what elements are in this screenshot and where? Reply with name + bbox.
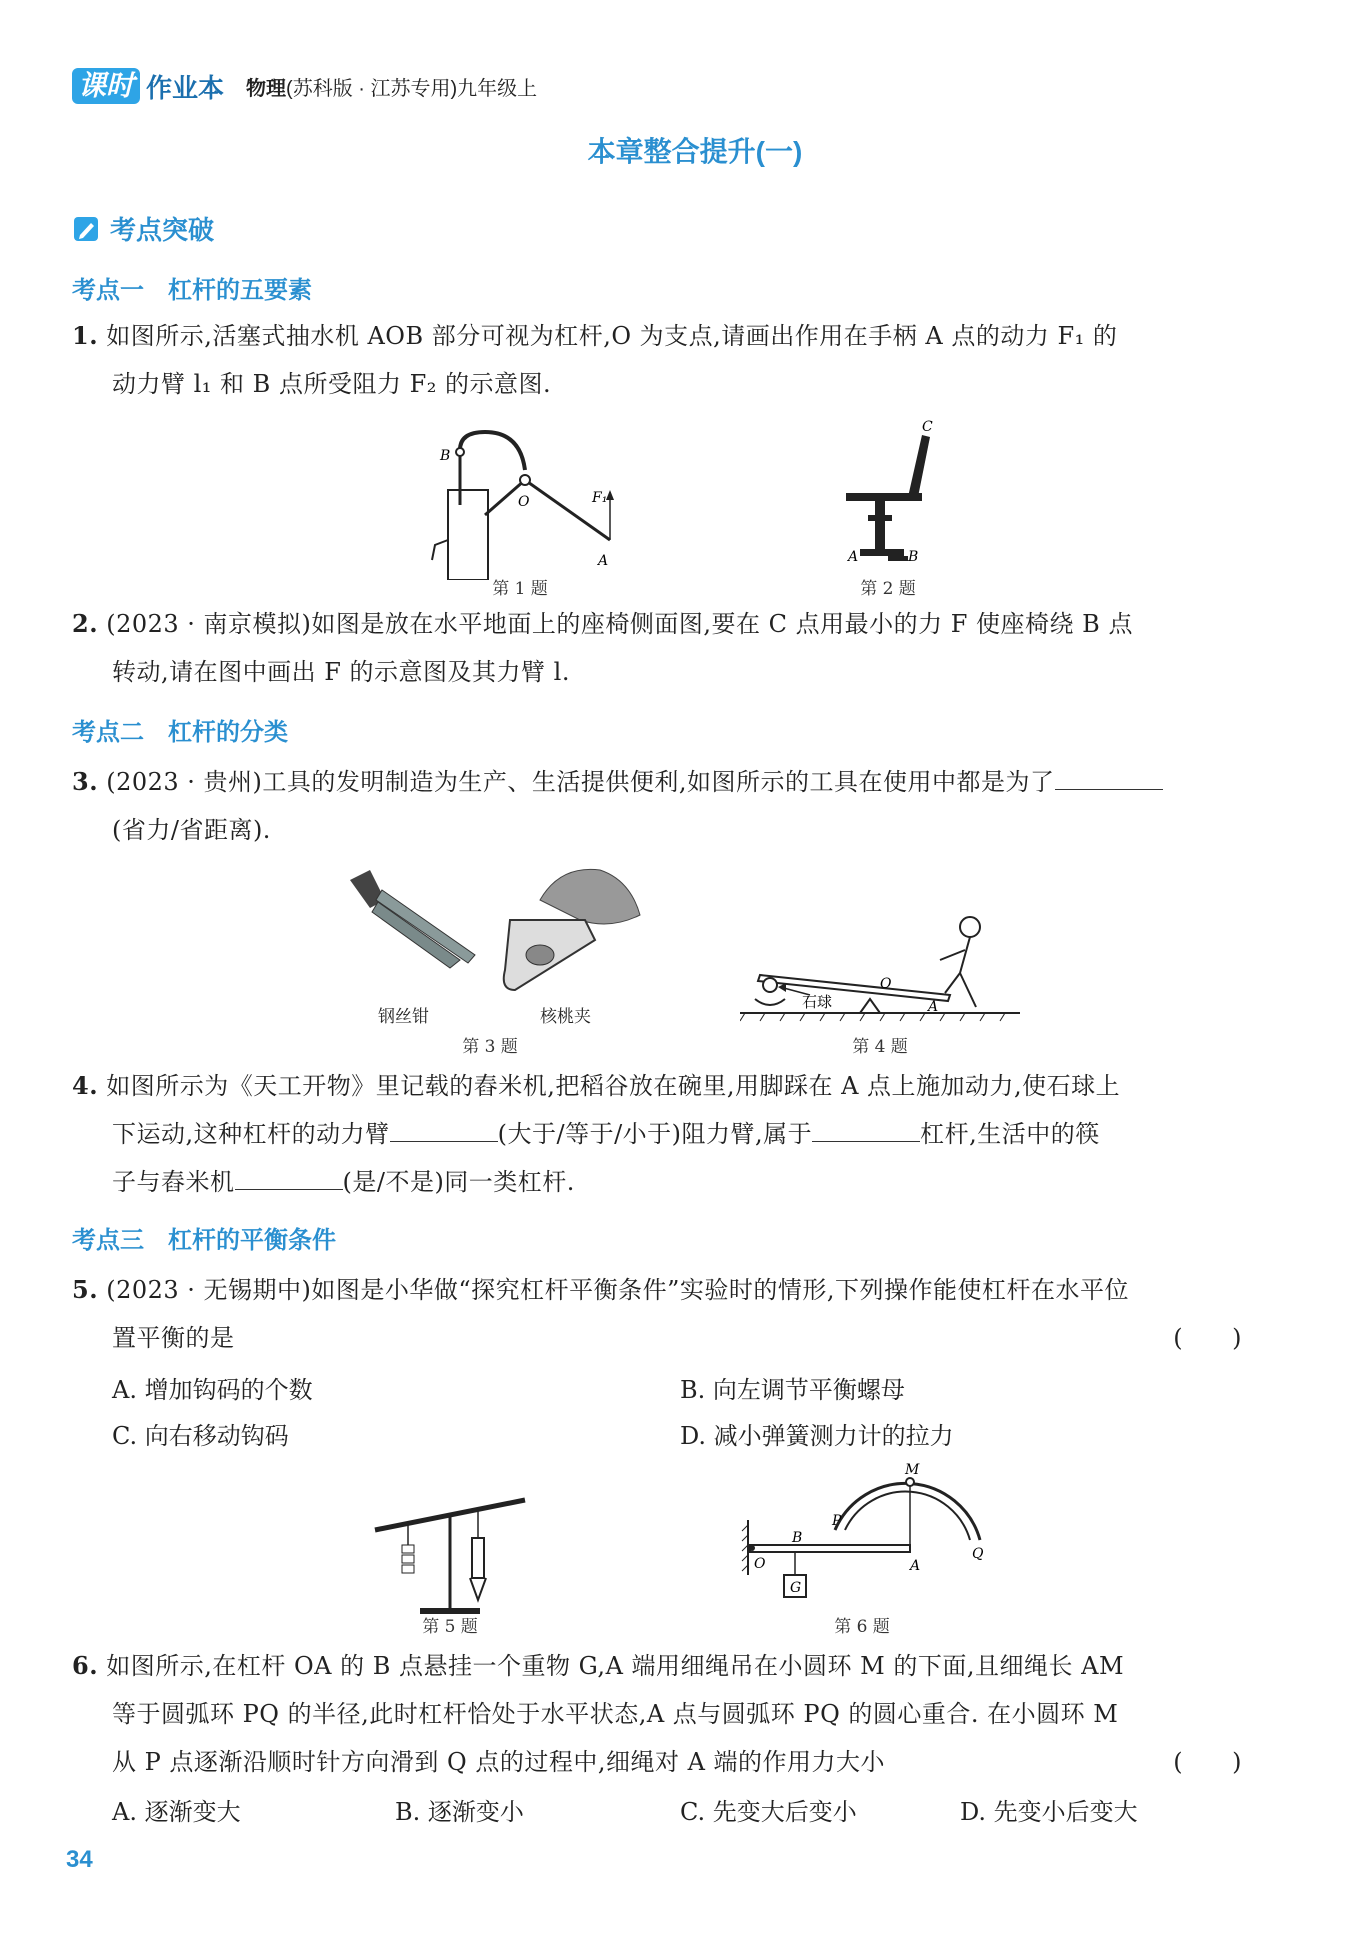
q5-answer-paren[interactable]: ( ): [1173, 1324, 1242, 1352]
q6-option-c[interactable]: C. 先变大后变小: [680, 1798, 857, 1826]
q1-line2: 动力臂 l₁ 和 B 点所受阻力 F₂ 的示意图.: [112, 370, 552, 398]
fig2-caption: 第 2 题: [860, 579, 916, 599]
q5-number: 5.: [72, 1275, 99, 1304]
q3-line1: (2023 · 贵州)工具的发明制造为生产、生活提供便利,如图所示的工具在使用中都是为了: [106, 768, 1055, 796]
fig3-tools-picture: [340, 860, 650, 1010]
q6-number: 6.: [72, 1651, 99, 1680]
fig5-lever-diagram: [370, 1490, 530, 1620]
q3-number: 3.: [72, 767, 99, 796]
fig5-caption: 第 5 题: [422, 1617, 478, 1637]
pen-icon: [72, 214, 102, 244]
header-grade: 九年级上: [457, 77, 538, 100]
q2-number: 2.: [72, 609, 99, 638]
q5-option-d[interactable]: D. 减小弹簧测力计的拉力: [680, 1422, 954, 1450]
q4-line2c: 杠杆,生活中的筷: [920, 1120, 1100, 1148]
fig3-tool1-label: 钢丝钳: [378, 1007, 429, 1027]
fig4-label-o: O: [880, 976, 892, 992]
fig6-label-b: B: [792, 1530, 803, 1546]
q1-number: 1.: [72, 321, 99, 350]
q4-line3b: (是/不是)同一类杠杆.: [342, 1168, 575, 1196]
q4-number: 4.: [72, 1071, 99, 1100]
q4-line2b: (大于/等于/小于)阻力臂,属于: [497, 1120, 813, 1148]
q2: [72, 600, 1262, 696]
header-edition: (苏科版 · 江苏专用): [286, 77, 458, 100]
q4-line2a: 下运动,这种杠杆的动力臂: [112, 1120, 390, 1148]
section-label: 考点突破: [110, 216, 215, 246]
fig6-label-p: P: [832, 1513, 842, 1529]
q4-line3a: 子与舂米机: [112, 1168, 235, 1196]
fig6-label-a: A: [910, 1558, 921, 1574]
q3-blank[interactable]: [1055, 763, 1163, 790]
fig1-label-f: F₁: [592, 490, 608, 506]
fig2-label-b: B: [908, 549, 919, 565]
fig4-caption: 第 4 题: [852, 1037, 908, 1057]
q2-line2: 转动,请在图中画出 F 的示意图及其力臂 l.: [112, 658, 570, 686]
fig3-tool2-label: 核桃夹: [540, 1007, 591, 1027]
q6-line3: 从 P 点逐渐沿顺时针方向滑到 Q 点的过程中,细绳对 A 端的作用力大小: [112, 1748, 886, 1776]
q2-line1: (2023 · 南京模拟)如图是放在水平地面上的座椅侧面图,要在 C 点用最小的力 F 使座椅绕 B 点: [106, 610, 1133, 638]
q4-blank1[interactable]: [390, 1115, 498, 1142]
fig2-label-c: C: [922, 419, 933, 435]
fig6-arc-lever-diagram: [740, 1460, 990, 1610]
fig1-label-o: O: [518, 494, 530, 510]
fig3-caption: 第 3 题: [462, 1037, 518, 1057]
q6: [72, 1642, 1262, 1786]
section-header: [72, 210, 214, 247]
fig1-label-a: A: [598, 553, 609, 569]
q4-blank2[interactable]: [812, 1115, 920, 1142]
fig6-label-g: G: [790, 1580, 802, 1596]
q5-line2: 置平衡的是: [112, 1324, 235, 1352]
fig1-pump-diagram: [410, 420, 630, 580]
q3: [72, 758, 1262, 854]
fig1-label-b: B: [440, 448, 451, 464]
fig1-caption: 第 1 题: [492, 579, 548, 599]
q5-option-a[interactable]: A. 增加钩码的个数: [112, 1376, 313, 1404]
q5-option-c[interactable]: C. 向右移动钩码: [112, 1422, 289, 1450]
q6-option-b[interactable]: B. 逐渐变小: [395, 1798, 524, 1826]
chapter-title: 本章整合提升(一): [587, 136, 803, 167]
fig6-caption: 第 6 题: [834, 1617, 890, 1637]
q6-option-a[interactable]: A. 逐渐变大: [112, 1798, 241, 1826]
q6-answer-paren[interactable]: ( ): [1173, 1748, 1242, 1776]
q4-line1: 如图所示为《天工开物》里记载的舂米机,把稻谷放在碗里,用脚踩在 A 点上施加动力,使石球上: [106, 1072, 1121, 1100]
logo-badge: 课时: [72, 68, 140, 104]
kp3-heading: 考点三 杠杆的平衡条件: [72, 1226, 336, 1254]
fig2-label-a: A: [848, 549, 859, 565]
fig4-pounder-diagram: [740, 915, 1020, 1025]
fig6-label-m: M: [905, 1462, 920, 1478]
q5-line1: (2023 · 无锡期中)如图是小华做“探究杠杆平衡条件”实验时的情形,下列操作能使杠杆在水平位: [106, 1276, 1130, 1304]
kp1-heading: 考点一 杠杆的五要素: [72, 276, 312, 304]
q5: [72, 1266, 1262, 1362]
fig6-label-q: Q: [972, 1546, 984, 1562]
q1-line1: 如图所示,活塞式抽水机 AOB 部分可视为杠杆,O 为支点,请画出作用在手柄 A 点的动力 F₁ 的: [106, 322, 1118, 350]
fig4-stone-label: 石球: [802, 993, 833, 1011]
kp2-heading: 考点二 杠杆的分类: [72, 718, 288, 746]
page-number: 34: [66, 1846, 93, 1873]
q4-blank3[interactable]: [235, 1163, 343, 1190]
q6-line2: 等于圆弧环 PQ 的半径,此时杠杆恰处于水平状态,A 点与圆弧环 PQ 的圆心重合. 在小圆环 M: [112, 1700, 1119, 1728]
q4: [72, 1062, 1262, 1206]
q6-line1: 如图所示,在杠杆 OA 的 B 点悬挂一个重物 G,A 端用细绳吊在小圆环 M 的下面,且细绳长 AM: [106, 1652, 1125, 1680]
fig4-label-a: A: [928, 999, 939, 1015]
header-subject: 物理: [246, 77, 287, 100]
q1: [72, 312, 1262, 408]
q5-option-b[interactable]: B. 向左调节平衡螺母: [680, 1376, 905, 1404]
q6-option-d[interactable]: D. 先变小后变大: [960, 1798, 1138, 1826]
header: [72, 66, 537, 106]
fig2-chair-diagram: [830, 415, 950, 575]
logo-text: 作业本: [146, 72, 225, 103]
q3-line2: (省力/省距离).: [112, 816, 271, 844]
fig6-label-o: O: [754, 1556, 766, 1572]
